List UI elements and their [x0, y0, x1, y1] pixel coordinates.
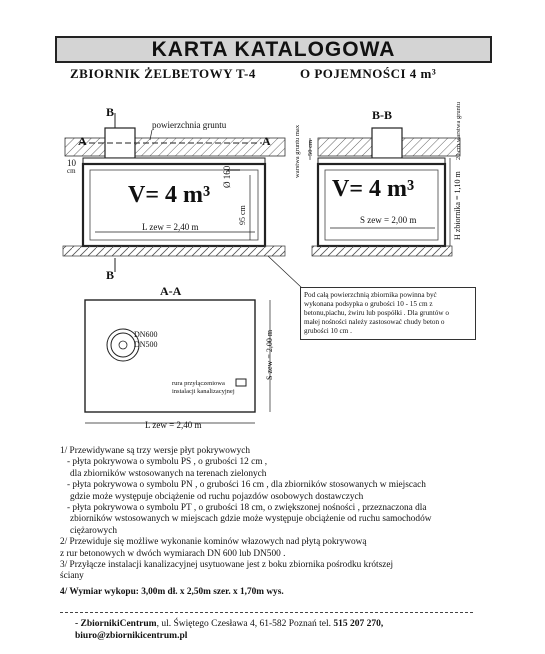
- list-item: ściany: [60, 571, 84, 582]
- list-item: ciężarowych: [70, 525, 117, 536]
- note-line: wykonana podsypka o grubości 10 - 15 cm z: [304, 300, 433, 308]
- section-marker-bottom: B: [106, 268, 115, 282]
- capacity-subtitle: O POJEMNOŚCI 4 m³: [300, 66, 437, 81]
- list-item: dla zbiorników wstosowanych na terenach zielonych: [70, 468, 267, 479]
- volume-left: V= 4 m³: [128, 182, 211, 208]
- footer-divider: [60, 612, 473, 613]
- list-item: 2/ Przewiduje się możliwe wykonanie kominów włazowych nad płytą pokrywową: [60, 537, 367, 548]
- section-marker-top: B: [106, 105, 115, 119]
- tank-height-label: H zbiornika = 1,10 m: [453, 171, 462, 240]
- dim-10: 10: [67, 158, 76, 168]
- company-email[interactable]: biuro@zbiornikicentrum.pl: [75, 631, 188, 641]
- dim-10-unit: cm: [67, 167, 76, 175]
- company-address: , ul. Świętego Czesława 4, 61-582 Poznań tel.: [156, 619, 331, 629]
- note-line: Pod całą powierzchnią zbiornika powinna być: [304, 291, 437, 299]
- excavation-size: 4/ Wymiar wykopu: 3,00m dł. x 2,50m szer. x 1,70m wys.: [60, 586, 284, 597]
- pipe-diameter-label: Ø 160: [222, 165, 232, 188]
- length-label-left: L zew = 2,40 m: [142, 222, 199, 232]
- note-line: betonu,piachu, żwiru lub pospółki . Dla gruntów o: [304, 309, 449, 317]
- cover-depth-label: 50 cm: [307, 139, 314, 156]
- note-line: małej nośności należy zastosować chudy beton o: [304, 318, 445, 326]
- plan-view: [85, 300, 270, 423]
- foundation-note: [300, 287, 476, 340]
- company-name: - ZbiornikiCentrum: [75, 619, 157, 629]
- company-phone: 515 207 270,: [333, 619, 384, 629]
- page-title: KARTA KATALOGOWA: [151, 38, 396, 61]
- ground-cover-label: warstwa gruntu max: [294, 124, 301, 178]
- pipe-note-2: instalacji kanalizacyjnej: [172, 388, 235, 395]
- section-title-aa: A-A: [160, 284, 182, 298]
- cut-marker-right: A: [262, 134, 271, 148]
- width-label-right: S zew = 2,00 m: [360, 215, 417, 225]
- pipe-note-1: rura przyłączeniowa: [172, 380, 225, 387]
- plan-length-label: L zew = 2,40 m: [145, 420, 202, 430]
- list-item: z rur betonowych w dwóch wymiarach DN 600 lub DN500 .: [60, 548, 286, 559]
- list-item: - płyta pokrywowa o symbolu PN , o grubości 16 cm , dla zbiorników stosowanych w miejscach: [67, 480, 426, 491]
- section-title-bb: B-B: [372, 108, 393, 122]
- volume-right: V= 4 m³: [332, 176, 415, 202]
- dn500-label: DN500: [134, 340, 158, 349]
- tank-subtitle: ZBIORNIK ŻELBETOWY T-4: [70, 66, 256, 81]
- ground-surface-label: powierzchnia gruntu: [152, 120, 227, 130]
- plan-width-label: S zew = 2,00 m: [265, 329, 274, 380]
- specification-list: [60, 446, 480, 598]
- note-line: grubości 10 cm .: [304, 327, 352, 335]
- dn600-label: DN600: [134, 330, 158, 339]
- list-item: zbiorników wstosowanych w miejscach gdzie może występuje obciążenie od ruchu samochodów: [70, 514, 432, 525]
- cover-right-label: 20 cm warstwa gruntu: [455, 102, 462, 160]
- height-95-label: 95 cm: [238, 205, 247, 225]
- list-item: 1/ Przewidywane są trzy wersje płyt pokrywowych: [60, 446, 251, 456]
- list-item: - płyta pokrywowa o symbolu PT , o grubości 18 cm, o zwiększonej nośności , przeznaczona dla: [67, 503, 427, 514]
- footer-contact: [75, 618, 383, 642]
- list-item: gdzie może występuje obciążenie od ruchu pojazdów osobowych dostawczych: [70, 491, 364, 502]
- cut-marker-left: A: [78, 134, 87, 148]
- list-item: 3/ Przyłącze instalacji kanalizacyjnej usytuowane jest z boku zbiornika pośrodku krótszej: [60, 560, 394, 571]
- list-item: - płyta pokrywowa o symbolu PS , o grubości 12 cm ,: [67, 457, 268, 468]
